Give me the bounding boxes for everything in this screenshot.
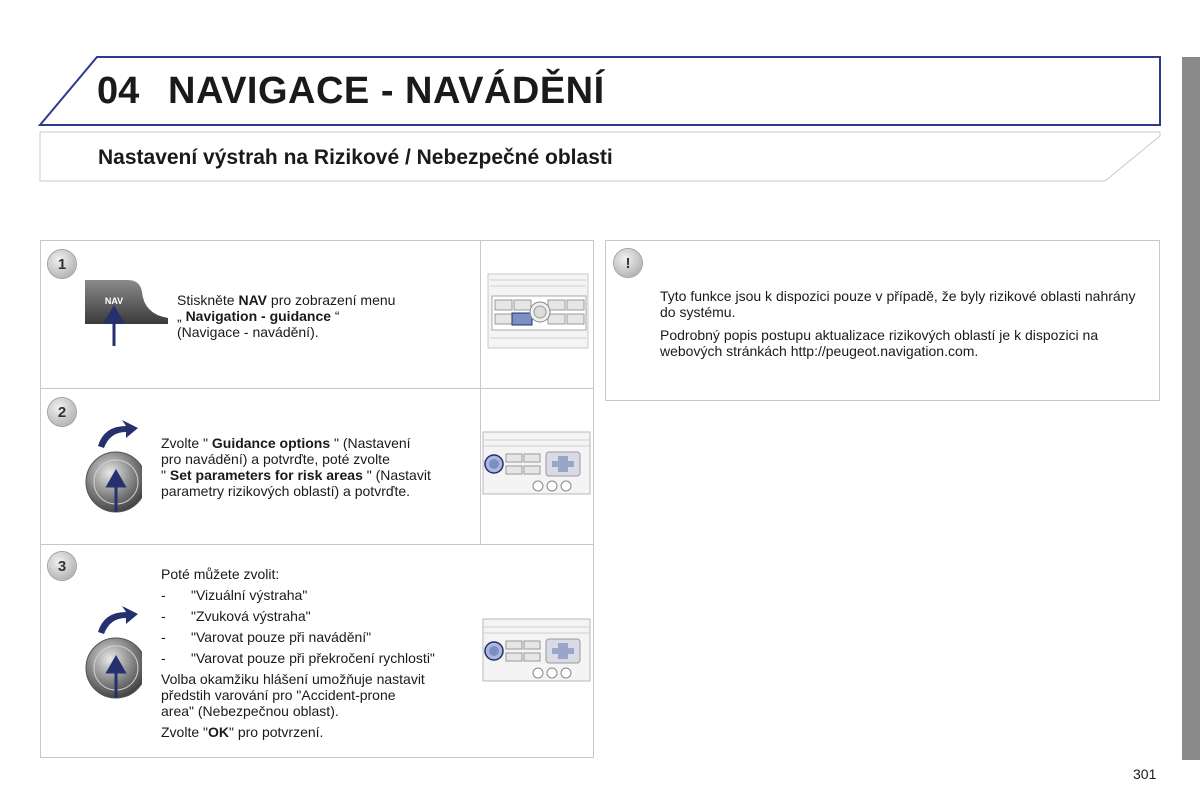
radio-panel-illustration: [486, 272, 590, 350]
step-column-divider: [480, 240, 481, 545]
option-item: - "Vizuální výstraha": [161, 587, 308, 603]
step-divider: [40, 544, 594, 545]
rotary-knob-icon: [82, 602, 142, 702]
chapter-title: NAVIGACE - NAVÁDĚNÍ: [168, 70, 605, 112]
page-number: 301: [1133, 766, 1157, 782]
option-item: - "Zvuková výstraha": [161, 608, 311, 624]
step-3-badge: 3: [48, 552, 76, 580]
radio-knob-panel-illustration: [482, 617, 592, 683]
step-1-text: Stiskněte NAV pro zobrazení menu „ Navigation - guidance “ (Navigace - navádění).: [177, 292, 396, 340]
option-item: - "Varovat pouze při navádění": [161, 629, 372, 645]
nav-button-icon: [80, 278, 170, 348]
nav-button-label: NAV: [104, 296, 124, 306]
step-divider: [40, 388, 594, 389]
radio-knob-panel-illustration: [482, 430, 592, 496]
section-title: Nastavení výstrah na Rizikové / Nebezpečné oblasti: [98, 146, 613, 169]
chapter-number: 04: [97, 70, 140, 112]
warning-paragraph: Tyto funkce jsou k dispozici pouze v případě, že byly rizikové oblasti nahrány do systému.: [660, 288, 1136, 320]
step-3-text: Poté můžete zvolit: - "Vizuální výstraha" - "Zvuková výstraha" - "Varovat pouze při navádění" - "Varovat pouze při překročení rychlosti" Volba okamžiku hlášení umožňuje nastavit předstih varování pro "Accident-prone area" (Nebezpečnou oblast). Zvolte "OK" pro potvrzení.: [161, 566, 479, 740]
step-2-text: Zvolte " Guidance options " (Nastavení pro navádění) a potvrďte, poté zvolte " Set parameters for risk areas " (Nastavit parametry rizikových oblastí) a potvrďte.: [161, 435, 431, 499]
option-item: - "Varovat pouze při překročení rychlosti": [161, 650, 435, 666]
rotary-knob-icon: [82, 416, 142, 516]
step-2-badge: 2: [48, 398, 76, 426]
warning-text: [660, 288, 1152, 366]
warning-paragraph: Podrobný popis postupu aktualizace rizikových oblastí je k dispozici na webových stránkách http://peugeot.navigation.com.: [660, 327, 1099, 359]
step-1-badge: 1: [48, 250, 76, 278]
warning-icon: !: [614, 249, 642, 277]
